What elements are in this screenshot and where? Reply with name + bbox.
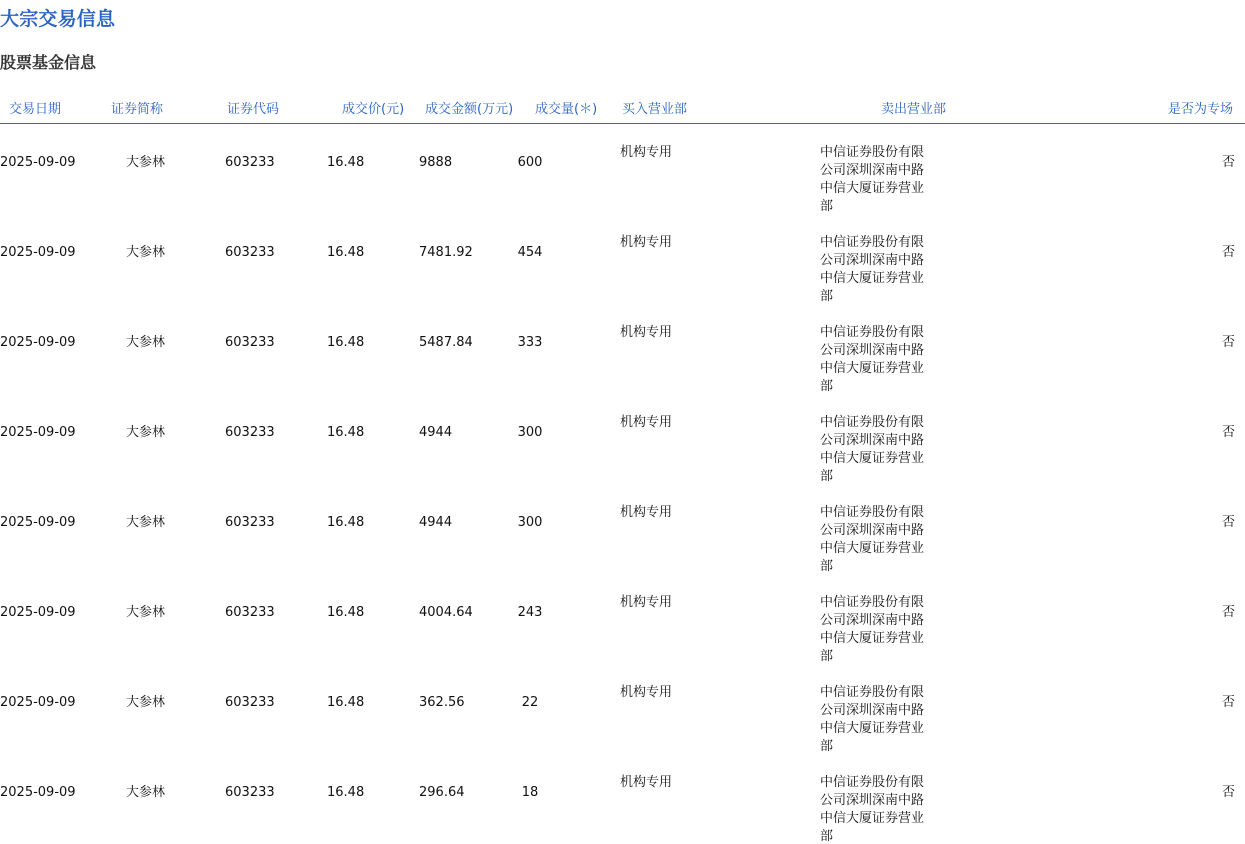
- cell-seller: 中信证券股份有限公司深圳深南中路中信大厦证券营业部: [820, 775, 925, 844]
- cell-amount: 296.64: [419, 785, 465, 800]
- column-header-code[interactable]: 证券代码: [227, 102, 280, 117]
- cell-special: 否: [1221, 695, 1235, 710]
- cell-volume: 22: [521, 695, 539, 710]
- cell-date: 2025-09-09: [0, 605, 76, 620]
- cell-name: 大参林: [126, 155, 166, 170]
- cell-buyer: 机构专用: [620, 325, 673, 340]
- cell-special: 否: [1221, 515, 1235, 530]
- column-header-buyer[interactable]: 买入营业部: [622, 102, 688, 117]
- table-body: [0, 124, 1245, 844]
- table-row: [0, 394, 1245, 484]
- cell-code: 603233: [225, 245, 275, 260]
- column-header-name[interactable]: 证券简称: [111, 102, 164, 117]
- cell-amount: 5487.84: [419, 335, 473, 350]
- cell-amount: 7481.92: [419, 245, 473, 260]
- cell-seller: 中信证券股份有限公司深圳深南中路中信大厦证券营业部: [820, 325, 925, 394]
- cell-buyer: 机构专用: [620, 595, 673, 610]
- cell-special: 否: [1221, 335, 1235, 350]
- cell-seller: 中信证券股份有限公司深圳深南中路中信大厦证券营业部: [820, 145, 925, 214]
- table-row: [0, 304, 1245, 394]
- cell-amount: 9888: [419, 155, 453, 170]
- column-header-date[interactable]: 交易日期: [9, 102, 62, 117]
- cell-name: 大参林: [126, 695, 166, 710]
- cell-price: 16.48: [327, 245, 365, 260]
- cell-volume: 454: [517, 245, 543, 260]
- cell-amount: 4944: [419, 515, 453, 530]
- cell-buyer: 机构专用: [620, 505, 673, 520]
- column-header-volume[interactable]: 成交量(＊): [535, 102, 598, 117]
- cell-seller: 中信证券股份有限公司深圳深南中路中信大厦证券营业部: [820, 505, 925, 574]
- cell-price: 16.48: [327, 605, 365, 620]
- cell-date: 2025-09-09: [0, 425, 76, 440]
- cell-date: 2025-09-09: [0, 245, 76, 260]
- cell-date: 2025-09-09: [0, 515, 76, 530]
- cell-volume: 300: [517, 515, 543, 530]
- cell-buyer: 机构专用: [620, 145, 673, 160]
- page-title: 大宗交易信息: [0, 8, 116, 30]
- cell-seller: 中信证券股份有限公司深圳深南中路中信大厦证券营业部: [820, 595, 925, 664]
- cell-name: 大参林: [126, 245, 166, 260]
- cell-special: 否: [1221, 245, 1235, 260]
- cell-seller: 中信证券股份有限公司深圳深南中路中信大厦证券营业部: [820, 235, 925, 304]
- column-header-price[interactable]: 成交价(元): [342, 102, 405, 117]
- column-header-seller[interactable]: 卖出营业部: [881, 102, 947, 117]
- cell-name: 大参林: [126, 335, 166, 350]
- cell-buyer: 机构专用: [620, 235, 673, 250]
- cell-date: 2025-09-09: [0, 785, 76, 800]
- cell-code: 603233: [225, 785, 275, 800]
- cell-name: 大参林: [126, 425, 166, 440]
- cell-volume: 600: [517, 155, 543, 170]
- table-row: [0, 754, 1245, 844]
- cell-date: 2025-09-09: [0, 155, 76, 170]
- cell-buyer: 机构专用: [620, 685, 673, 700]
- cell-date: 2025-09-09: [0, 695, 76, 710]
- cell-buyer: 机构专用: [620, 415, 673, 430]
- cell-code: 603233: [225, 695, 275, 710]
- cell-code: 603233: [225, 425, 275, 440]
- cell-volume: 333: [517, 335, 543, 350]
- cell-buyer: 机构专用: [620, 775, 673, 790]
- cell-date: 2025-09-09: [0, 335, 76, 350]
- cell-price: 16.48: [327, 425, 365, 440]
- cell-price: 16.48: [327, 695, 365, 710]
- table-row: [0, 574, 1245, 664]
- table-row: [0, 484, 1245, 574]
- cell-special: 否: [1221, 605, 1235, 620]
- table-row: [0, 664, 1245, 754]
- cell-price: 16.48: [327, 155, 365, 170]
- column-header-amount[interactable]: 成交金额(万元): [425, 102, 514, 117]
- cell-special: 否: [1221, 425, 1235, 440]
- cell-code: 603233: [225, 605, 275, 620]
- cell-price: 16.48: [327, 785, 365, 800]
- cell-price: 16.48: [327, 335, 365, 350]
- cell-volume: 243: [517, 605, 543, 620]
- cell-name: 大参林: [126, 515, 166, 530]
- cell-seller: 中信证券股份有限公司深圳深南中路中信大厦证券营业部: [820, 415, 925, 484]
- cell-volume: 300: [517, 425, 543, 440]
- cell-seller: 中信证券股份有限公司深圳深南中路中信大厦证券营业部: [820, 685, 925, 754]
- table-header: [0, 92, 1245, 124]
- cell-volume: 18: [521, 785, 539, 800]
- table-row: [0, 124, 1245, 214]
- cell-price: 16.48: [327, 515, 365, 530]
- cell-amount: 4944: [419, 425, 453, 440]
- cell-code: 603233: [225, 155, 275, 170]
- cell-amount: 362.56: [419, 695, 465, 710]
- cell-code: 603233: [225, 515, 275, 530]
- table-row: [0, 214, 1245, 304]
- column-header-special[interactable]: 是否为专场: [1168, 102, 1234, 117]
- cell-special: 否: [1221, 155, 1235, 170]
- cell-code: 603233: [225, 335, 275, 350]
- cell-name: 大参林: [126, 605, 166, 620]
- cell-amount: 4004.64: [419, 605, 473, 620]
- section-title: 股票基金信息: [0, 53, 97, 72]
- cell-special: 否: [1221, 785, 1235, 800]
- cell-name: 大参林: [126, 785, 166, 800]
